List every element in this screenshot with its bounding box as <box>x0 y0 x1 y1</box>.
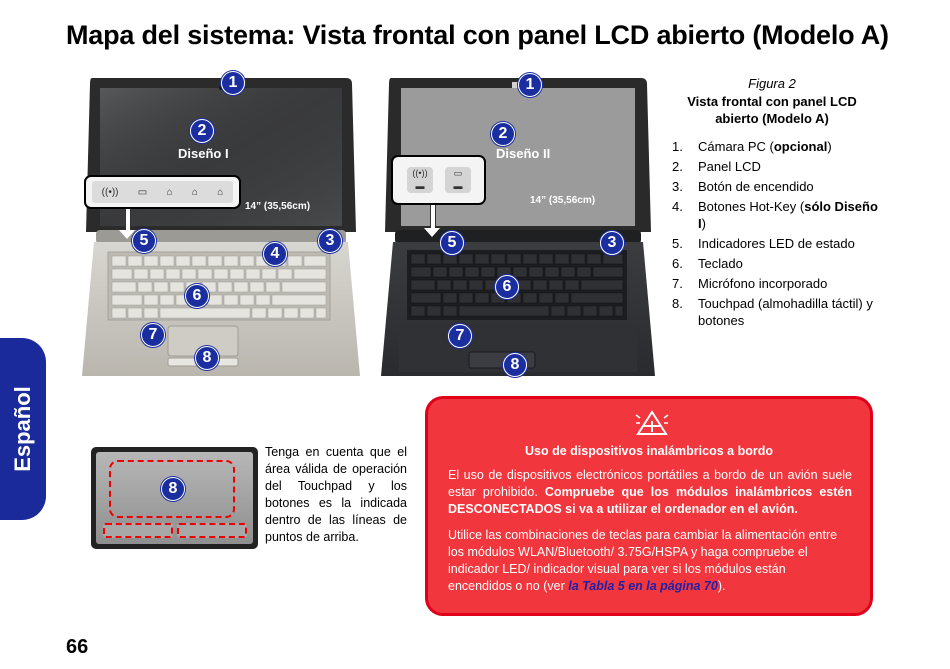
warning-p2-text: Utilice las combinaciones de teclas para cambiar la alimentación entre los módulos WLAN/Bluetooth/ 3.75G/HSPA y haga compruebe el indicador LED/ indicador visual para ver si los módulos están encendidos o no (ver <box>448 528 838 593</box>
warning-p2-end: ). <box>717 579 726 593</box>
legend-item-text: Botón de encendido <box>698 179 814 194</box>
callout-badge-6-right: 6 <box>495 275 519 299</box>
warning-p1-bold: Compruebe que los módulos inalámbricos estén DESCONECTADOS si va a utilizar el ordenador en el avión. <box>448 485 853 516</box>
callout-badge-1-right: 1 <box>518 73 542 97</box>
callout-arrow-right-head <box>424 228 440 237</box>
legend-item-number: 1. <box>672 139 683 154</box>
laptop-design-2-image <box>379 76 657 380</box>
legend-item-number: 6. <box>672 256 683 271</box>
legend-item-text: Botones Hot-Key ( <box>698 199 805 214</box>
language-label: Español <box>10 386 35 472</box>
legend-item-number: 8. <box>672 296 683 311</box>
callout-badge-5-right: 5 <box>440 231 464 255</box>
callout-badge-8-right: 8 <box>503 353 527 377</box>
callout-badge-7-left: 7 <box>141 323 165 347</box>
component-legend <box>672 138 882 332</box>
legend-item-number: 7. <box>672 276 683 291</box>
legend-item-number: 2. <box>672 159 683 174</box>
legend-item-text: Cámara PC ( <box>698 139 774 154</box>
legend-item <box>672 138 882 155</box>
wireless-warning-box <box>425 396 873 616</box>
legend-item-text: Indicadores LED de estado <box>698 236 855 251</box>
callout-badge-8-touchpad: 8 <box>161 477 185 501</box>
warning-p1-text: El uso de dispositivos electrónicos portátiles a bordo de un avión suele estar prohibido. <box>448 468 852 499</box>
legend-item-number: 5. <box>672 236 683 251</box>
warning-paragraph-2 <box>448 527 852 595</box>
page-number: 66 <box>66 636 89 658</box>
screen-size-label-right: 14” (35,56cm) <box>530 195 596 206</box>
legend-item-bold: opcional <box>773 139 828 154</box>
page-title: Mapa del sistema: Vista frontal con panel LCD abierto (Modelo A) <box>66 20 889 50</box>
scroll-lock-icon: ⌂ <box>217 186 224 198</box>
legend-item <box>672 275 882 292</box>
laptop-silver-drawing <box>80 76 362 380</box>
design-2-label: Diseño II <box>496 146 551 161</box>
warning-title: Uso de dispositivos inalámbricos a bordo <box>525 444 773 458</box>
callout-badge-3-left: 3 <box>318 229 342 253</box>
callout-badge-3-right: 3 <box>600 231 624 255</box>
screen-size-label-left: 14” (35,56cm) <box>245 201 311 212</box>
legend-item-number: 3. <box>672 179 683 194</box>
table-5-link[interactable]: la Tabla 5 en la página 70 <box>568 579 718 593</box>
legend-item <box>672 295 882 329</box>
touchpad-closeup-image <box>91 447 258 549</box>
figure-caption <box>668 76 876 127</box>
legend-item-bold: sólo Diseño I <box>698 199 878 231</box>
callout-badge-6-left: 6 <box>185 284 209 308</box>
hot-key-buttons-strip <box>92 181 233 203</box>
num-lock-icon: ⌂ <box>191 186 198 198</box>
wireless-key: ((•)) ▬ <box>407 167 433 193</box>
touchpad-note: Tenga en cuenta que el área válida de operación del Touchpad y los botones es la indicada dentro de las líneas de puntos de arriba. <box>265 445 407 544</box>
legend-item <box>672 178 882 195</box>
figure-number: Figura 2 <box>748 76 796 91</box>
callout-badge-2-right: 2 <box>491 122 515 146</box>
legend-item-number: 4. <box>672 199 683 214</box>
callout-badge-8-left: 8 <box>195 346 219 370</box>
figure-title: Vista frontal con panel LCD abierto (Modelo A) <box>687 94 857 126</box>
touchpad-left-button <box>103 523 173 538</box>
callout-badge-1-left: 1 <box>221 71 245 95</box>
language-side-tab <box>0 338 46 520</box>
hot-key-callout-design-2 <box>391 155 486 205</box>
legend-item-text: Teclado <box>698 256 743 271</box>
callout-arrow-left <box>125 209 131 231</box>
legend-item-text: Micrófono incorporado <box>698 276 828 291</box>
legend-item <box>672 255 882 272</box>
airplane-warning-icon <box>635 409 669 437</box>
wireless-icon: ((•)) <box>101 186 119 198</box>
callout-badge-5-left: 5 <box>132 229 156 253</box>
touchpad-right-button <box>177 523 247 538</box>
callout-badge-7-right: 7 <box>448 324 472 348</box>
warning-paragraph-1 <box>448 467 852 518</box>
laptop-design-1-image <box>80 76 362 380</box>
caps-lock-icon: ⌂ <box>166 186 173 198</box>
legend-item-text: Panel LCD <box>698 159 761 174</box>
legend-item <box>672 235 882 252</box>
legend-item-after: ) <box>701 216 706 231</box>
design-1-label: Diseño I <box>178 146 229 161</box>
callout-badge-4-left: 4 <box>263 242 287 266</box>
callout-arrow-right <box>430 205 436 229</box>
legend-item <box>672 198 882 232</box>
laptop-black-drawing <box>379 76 657 380</box>
callout-badge-2-left: 2 <box>190 119 214 143</box>
legend-item-text: Touchpad (almohadilla táctil) y botones <box>698 296 873 328</box>
legend-item <box>672 158 882 175</box>
hot-key-callout <box>84 175 241 209</box>
drive-icon: ▭ <box>137 186 148 198</box>
legend-item-after: ) <box>827 139 832 154</box>
drive-key: ▭ ▬ <box>445 167 471 193</box>
